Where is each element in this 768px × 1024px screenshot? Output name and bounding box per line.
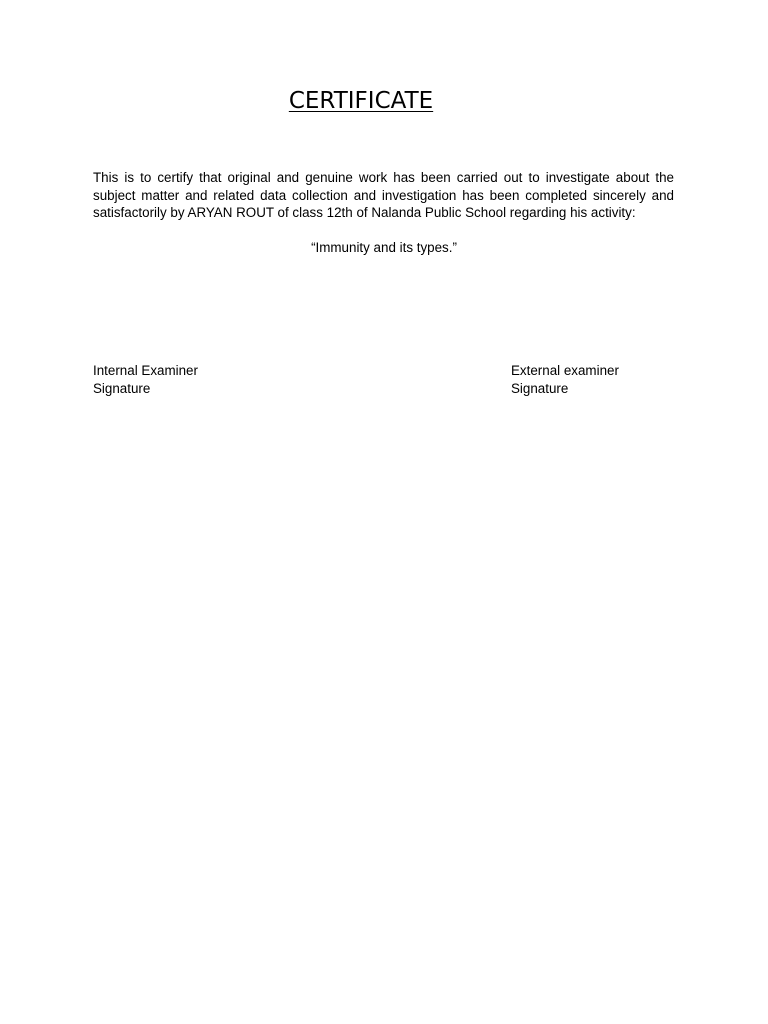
external-examiner-label: External examiner <box>511 363 619 378</box>
internal-signature-label: Signature <box>93 381 151 396</box>
external-examiner-signature-block <box>511 362 619 398</box>
external-signature-label: Signature <box>511 381 569 396</box>
certificate-title: CERTIFICATE <box>288 88 434 114</box>
certificate-body-text: This is to certify that original and genuine work has been carried out to investigate about the subject matter and related data collection and investigation has been completed sincerely and satisfactorily by ARYAN ROUT of class 12th of Nalanda Public School regarding his activity: <box>93 170 674 221</box>
internal-examiner-label: Internal Examiner <box>93 363 198 378</box>
internal-examiner-signature-block <box>93 362 198 398</box>
project-topic: “Immunity and its types.” <box>311 240 457 255</box>
